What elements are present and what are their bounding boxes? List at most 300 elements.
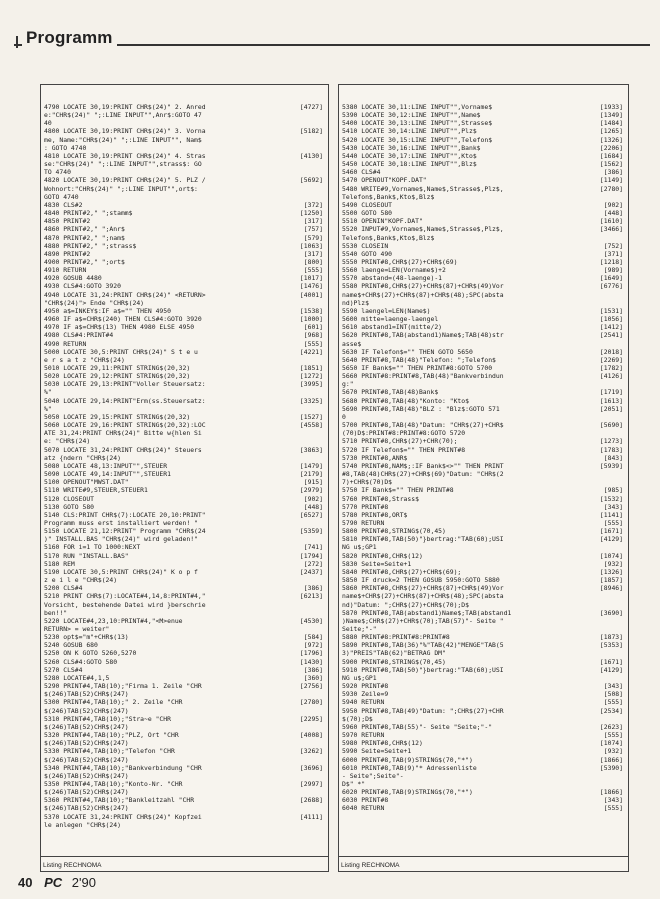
code-line: [342, 633, 625, 641]
code-text: 5050 LOCATE 29,15:PRINT STRING$(20,32): [44, 412, 191, 421]
code-text: 5290 PRINT#4,TAB(10);"Firma 1. Zeile "CHR: [44, 682, 202, 691]
code-line: [342, 511, 625, 519]
checksum: [1430]: [299, 657, 323, 666]
code-line: [44, 437, 325, 445]
code-text: 4980 CLS#4:PRINT#4: [44, 331, 114, 340]
checksum: [272]: [303, 559, 323, 568]
code-text: 5690 PRINT#8,TAB(48)"BLZ : "Blz$:GOTO 571: [342, 404, 500, 413]
code-text: 5110 WRITE#9,STEUER,STEUER1: [44, 486, 148, 495]
code-line: [44, 543, 325, 551]
code-line: [44, 756, 325, 764]
code-line: [44, 707, 325, 715]
checksum: [3863]: [299, 445, 323, 454]
code-line: [342, 764, 625, 772]
code-text: Wohnort:"CHR$(24)" ";:LINE INPUT"",ort$:: [44, 184, 198, 193]
code-text: 5900 PRINT#8,STRING$(70,45): [342, 657, 446, 666]
code-line: [44, 658, 325, 666]
code-line: [342, 364, 625, 372]
code-line: [342, 152, 625, 160]
checksum: [2780]: [599, 184, 623, 193]
checksum: [915]: [303, 478, 323, 487]
checksum: [5353]: [599, 641, 623, 650]
code-line: [44, 234, 325, 242]
checksum: [932]: [603, 747, 623, 756]
code-text: 4850 PRINT#2: [44, 217, 91, 226]
checksum: [1250]: [299, 209, 323, 218]
code-line: [342, 160, 625, 168]
checksum: [1484]: [599, 119, 623, 128]
code-text: $(246)TAB(52)CHR$(247): [44, 722, 129, 731]
code-line: [342, 592, 625, 600]
code-text: 5030 LOCATE 29,13:PRINT"Voller Steuersatz:: [44, 380, 206, 389]
checksum: [360]: [303, 673, 323, 682]
checksum: [932]: [603, 559, 623, 568]
code-text: 4800 LOCATE 30,19:PRINT CHR$(24)" 3. Vorna: [44, 127, 206, 136]
code-text: 40: [44, 119, 52, 128]
checksum: [757]: [303, 225, 323, 234]
code-text: : GOTO 4740: [44, 143, 87, 152]
code-text: Telefon$,Bank$,Kto$,Blz$: [342, 192, 435, 201]
checksum: [1783]: [599, 445, 623, 454]
code-text: 5100 OPENOUT"MWST.DAT": [44, 478, 129, 487]
checksum: [1562]: [599, 160, 623, 169]
code-listing-right: [342, 103, 625, 853]
header-bar: [16, 36, 18, 48]
code-text: 5010 LOCATE 29,11:PRINT STRING$(20,32): [44, 364, 191, 372]
code-text: NG u$;GP1: [342, 543, 377, 552]
page-number: 40: [18, 875, 33, 890]
checksum: [1719]: [599, 388, 623, 397]
code-line: [342, 185, 625, 193]
code-text: 5610 abstand1=INT(mitte/2): [342, 323, 443, 332]
code-text: 4880 PRINT#2," ";strass$: [44, 241, 137, 250]
code-line: [44, 372, 325, 380]
code-text: 5630 IF Telefon$="" THEN GOTO 5650: [342, 347, 473, 356]
code-line: [342, 470, 625, 478]
checksum: [1074]: [599, 551, 623, 560]
code-text: Telefon$,Bank$,Kto$,Blz$: [342, 233, 435, 242]
code-line: [44, 242, 325, 250]
code-text: 5350 PRINT#4,TAB(10);"Konto-Nr. "CHR: [44, 779, 183, 788]
code-line: [44, 405, 325, 413]
code-line: [342, 168, 625, 176]
code-text: 5520 INPUT#9,Vorname$,Name$,Strasse$,Plz$,: [342, 225, 504, 234]
magazine-logo: PC: [44, 875, 63, 890]
checksum: [985]: [603, 486, 623, 495]
code-text: 5940 RETURN: [342, 698, 385, 707]
code-line: [342, 519, 625, 527]
code-line: [342, 739, 625, 747]
code-text: 5340 PRINT#4,TAB(10);"Bankverbindung "CHR: [44, 763, 202, 772]
issue-label: 2'90: [71, 875, 96, 890]
code-text: )Name$;CHR$(27)+CHR$(70);TAB(57)"- Seite ": [342, 616, 504, 625]
code-text: RETURN> = weiter": [44, 625, 110, 633]
checksum: [601]: [303, 323, 323, 332]
code-line: [342, 405, 625, 413]
code-line: [44, 144, 325, 152]
code-line: [342, 486, 625, 494]
code-line: [44, 666, 325, 674]
code-line: [342, 315, 625, 323]
code-line: [44, 617, 325, 625]
checksum: [1538]: [299, 306, 323, 315]
code-line: [44, 625, 325, 633]
checksum: [555]: [603, 804, 623, 813]
code-text: 4940 LOCATE 31,24:PRINT CHR$(24)" <RETURN>: [44, 290, 206, 299]
checksum: [1412]: [599, 323, 623, 332]
code-line: [342, 111, 625, 119]
checksum: [4008]: [299, 731, 323, 740]
code-text: 5220 LOCATE#4,23,10:PRINT#4,"<M>enue: [44, 616, 183, 625]
checksum: [1000]: [299, 315, 323, 324]
code-text: (70)D$:PRINT#8:PRINT#8:GOTO 5720: [342, 429, 466, 438]
code-text: 5230 opt$="m"+CHR$(13): [44, 633, 129, 642]
code-line: [44, 397, 325, 405]
checksum: [4129]: [599, 535, 623, 544]
code-line: [342, 421, 625, 429]
code-text: nd)Plz$: [342, 298, 369, 307]
checksum: [1873]: [599, 633, 623, 642]
code-text: 5280 LOCATE#4,1,5: [44, 673, 110, 682]
checksum: [1532]: [599, 494, 623, 503]
checksum: [4530]: [299, 616, 323, 625]
checksum: [1782]: [599, 364, 623, 372]
code-line: [44, 160, 325, 168]
code-text: 5070 LOCATE 31,24:PRINT CHR$(24)" Steuers: [44, 445, 202, 454]
code-line: [44, 821, 325, 829]
code-line: [342, 682, 625, 690]
code-text: - Seite";Seite"-: [342, 771, 404, 780]
code-line: [44, 478, 325, 486]
code-line: [342, 437, 625, 445]
checksum: [3466]: [599, 225, 623, 234]
code-text: $(246)TAB(52)CHR$(247): [44, 771, 129, 780]
listing-column-left: [40, 84, 329, 872]
code-text: 5550 PRINT#8,CHR$(27)+CHR$(69): [342, 257, 458, 266]
code-line: [44, 462, 325, 470]
code-text: 5730 PRINT#8,ANR$: [342, 453, 408, 462]
code-line: [44, 274, 325, 282]
code-line: [44, 747, 325, 755]
code-line: [44, 813, 325, 821]
code-line: [342, 788, 625, 796]
checksum: [2051]: [599, 404, 623, 413]
code-text: 6030 PRINT#8: [342, 796, 389, 805]
code-text: D$" *": [342, 779, 366, 788]
code-text: 7)+CHR$(70)D$: [342, 478, 393, 487]
code-line: [342, 340, 625, 348]
listing-caption: Listing RECHNOMA: [341, 862, 400, 869]
checksum: [386]: [303, 665, 323, 674]
code-text: 5410 LOCATE 30,14:LINE INPUT"",Plz$: [342, 127, 477, 136]
listing-caption: Listing RECHNOMA: [43, 862, 102, 869]
code-line: [44, 796, 325, 804]
code-text: 5170 RUN "INSTALL.BAS": [44, 551, 129, 560]
checksum: [752]: [603, 241, 623, 250]
code-line: [342, 299, 625, 307]
code-listing-left: [44, 103, 325, 853]
checksum: [1056]: [599, 315, 623, 324]
code-line: [342, 535, 625, 543]
code-text: 5360 PRINT#4,TAB(10);"Bankleitzahl "CHR: [44, 796, 195, 805]
code-line: [342, 772, 625, 780]
code-line: [44, 225, 325, 233]
checksum: [386]: [303, 584, 323, 593]
code-line: [342, 780, 625, 788]
checksum: [5939]: [599, 461, 623, 470]
code-text: 4900 PRINT#2," ";ort$: [44, 257, 125, 266]
code-text: 5300 PRINT#4,TAB(10);" 2. Zeile "CHR: [44, 698, 183, 707]
code-line: [44, 495, 325, 503]
code-text: 5430 LOCATE 30,16:LINE INPUT"",Bank$: [342, 143, 481, 152]
code-line: [342, 641, 625, 649]
code-line: [44, 731, 325, 739]
code-text: e r s a t z "CHR$(24): [44, 355, 125, 364]
checksum: [1684]: [599, 151, 623, 160]
code-text: 5850 IF druck=2 THEN GOSUB 5950:GOTO 5880: [342, 576, 500, 585]
code-text: 5840 PRINT#8,CHR$(27)+CHR$(69);: [342, 567, 462, 576]
section-title: Programm: [22, 28, 117, 48]
code-text: g:": [342, 380, 354, 389]
code-line: [44, 421, 325, 429]
checksum: [972]: [303, 641, 323, 650]
code-line: [342, 323, 625, 331]
code-text: 5270 CLS#4: [44, 665, 83, 674]
checksum: [1273]: [599, 437, 623, 446]
code-text: 5060 LOCATE 29,16:PRINT STRING$(20,32):LOC: [44, 421, 206, 430]
code-line: [44, 764, 325, 772]
code-text: 5590 laengel=LEN(Name$): [342, 306, 431, 315]
code-text: 5860 PRINT#8,CHR$(27)+CHR$(87)+CHR$(49)Vor: [342, 584, 504, 593]
checksum: [741]: [303, 543, 323, 552]
code-line: [44, 584, 325, 592]
checksum: [1265]: [599, 127, 623, 136]
checksum: [1649]: [599, 274, 623, 283]
code-text: 4860 PRINT#2," ";Anr$: [44, 225, 125, 234]
checksum: [4129]: [599, 665, 623, 674]
code-line: [44, 715, 325, 723]
code-text: 5310 PRINT#4,TAB(10);"Stra~e "CHR: [44, 714, 171, 723]
code-text: Seite;"-": [342, 625, 377, 633]
code-text: TO 4740: [44, 168, 71, 177]
checksum: [1017]: [299, 274, 323, 283]
code-line: [342, 258, 625, 266]
code-line: [342, 690, 625, 698]
code-text: )" INSTALL.BAS "CHR$(24)" wird geladen!": [44, 535, 198, 544]
code-line: [342, 495, 625, 503]
code-text: 5700 PRINT#8,TAB(48)"Datum: "CHR$(27)+CHR$: [342, 421, 504, 430]
code-text: 5880 PRINT#8:PRINT#8:PRINT#8: [342, 633, 450, 642]
code-line: [342, 617, 625, 625]
code-text: 5450 LOCATE 30,18:LINE INPUT"",Blz$: [342, 160, 477, 169]
code-line: [44, 266, 325, 274]
code-text: 5190 LOCATE 30,5:PRINT CHR$(24)" K o p f: [44, 567, 198, 576]
code-text: 5740 PRINT#8,NAM$;:IF Bank$<>"" THEN PRINT: [342, 461, 504, 470]
code-line: [44, 168, 325, 176]
code-line: [342, 380, 625, 388]
checksum: [1933]: [599, 103, 623, 111]
code-text: 5180 REM: [44, 559, 75, 568]
code-text: GOTO 4740: [44, 192, 79, 201]
checksum: [3696]: [299, 763, 323, 772]
code-text: 4960 IF a$=CHR$(240) THEN CLS#4:GOTO 3920: [44, 315, 202, 324]
code-line: [342, 307, 625, 315]
checksum: [317]: [303, 249, 323, 258]
checksum: [2534]: [599, 706, 623, 715]
code-line: [342, 176, 625, 184]
code-text: 5970 RETURN: [342, 731, 385, 740]
code-text: e:"CHR$(24)" ";:LINE INPUT"",Anr$:GOTO 47: [44, 111, 202, 120]
checksum: [6213]: [299, 592, 323, 601]
checksum: [2997]: [299, 779, 323, 788]
code-text: 5640 PRINT#8,TAB(48)"Telefon: ";Telefon$: [342, 355, 496, 364]
code-text: 5090 LOCATE 49,14:INPUT"",STEUER1: [44, 470, 171, 479]
code-text: 5460 CLS#4: [342, 168, 381, 177]
code-text: 5780 PRINT#8,ORT$: [342, 510, 408, 519]
code-text: 5330 PRINT#4,TAB(10);"Telefon "CHR: [44, 747, 175, 756]
checksum: [1141]: [599, 510, 623, 519]
code-line: [342, 454, 625, 462]
checksum: [4558]: [299, 421, 323, 430]
checksum: [371]: [603, 249, 623, 258]
code-text: z e i l e "CHR$(24): [44, 576, 118, 585]
caption-divider: [339, 856, 628, 857]
code-text: 4950 a$=INKEY$:IF a$="" THEN 4950: [44, 306, 171, 315]
checksum: [1610]: [599, 217, 623, 226]
code-text: 5440 LOCATE 30,17:LINE INPUT"",Kto$: [342, 151, 477, 160]
checksum: [1272]: [299, 372, 323, 381]
code-line: [44, 804, 325, 812]
code-line: [44, 780, 325, 788]
checksum: [1531]: [599, 306, 623, 315]
code-line: [44, 511, 325, 519]
code-line: [342, 804, 625, 812]
checksum: [1218]: [599, 257, 623, 266]
code-line: [342, 796, 625, 804]
code-line: [44, 601, 325, 609]
code-text: 5500 GOTO 580: [342, 209, 393, 218]
code-line: [44, 446, 325, 454]
code-text: 5910 PRINT#8,TAB(50)"}bertrag:"TAB(60);USI: [342, 665, 504, 674]
code-line: [342, 609, 625, 617]
code-line: [342, 658, 625, 666]
code-line: [44, 568, 325, 576]
code-line: [44, 299, 325, 307]
code-text: 5580 PRINT#8,CHR$(27)+CHR$(87)+CHR$(49)Vor: [342, 282, 504, 291]
checksum: [555]: [303, 339, 323, 348]
code-text: 5540 GOTO 490: [342, 249, 393, 258]
code-line: [342, 136, 625, 144]
code-line: [44, 136, 325, 144]
code-line: [342, 242, 625, 250]
checksum: [1851]: [299, 364, 323, 372]
code-line: [44, 307, 325, 315]
code-text: 5720 IF Telefon$="" THEN PRINT#8: [342, 445, 466, 454]
code-line: [342, 478, 625, 486]
code-line: [342, 217, 625, 225]
checksum: [843]: [603, 453, 623, 462]
code-line: [44, 127, 325, 135]
checksum: [4130]: [299, 151, 323, 160]
checksum: [1671]: [599, 527, 623, 536]
code-text: 5870 PRINT#8,TAB(abstand1)Name$;TAB(abstand1: [342, 608, 512, 617]
code-text: e: "CHR$(24): [44, 437, 91, 446]
code-text: asse$: [342, 339, 362, 348]
code-text: 5960 PRINT#8,TAB(55)"- Seite "Seite;"-": [342, 722, 493, 731]
code-line: [342, 291, 625, 299]
code-text: 5990 Seite=Seite+1: [342, 747, 412, 756]
code-line: [44, 217, 325, 225]
code-text: 4920 GOSUB 4480: [44, 274, 102, 283]
code-text: 5260 CLS#4:GOTO 580: [44, 657, 118, 666]
code-line: [44, 576, 325, 584]
code-line: [44, 682, 325, 690]
code-line: [44, 470, 325, 478]
code-text: ATE 31,24:PRINT CHR$(24)" Bitte w{hlen Si: [44, 429, 202, 438]
code-text: se:"CHR$(24)" ";:LINE INPUT"",strass$: GO: [44, 160, 202, 169]
code-line: [342, 282, 625, 290]
code-text: #8,TAB(48)CHR$(27)+CHR$(69)"Datum: "CHR$(2: [342, 470, 504, 479]
checksum: [1063]: [299, 241, 323, 250]
code-text: 5670 PRINT#8,TAB(48)Bank$: [342, 388, 439, 397]
code-line: [44, 723, 325, 731]
code-line: [44, 291, 325, 299]
code-text: 6010 PRINT#8,TAB(9)"* Adressenliste: [342, 763, 477, 772]
code-line: [44, 674, 325, 682]
checksum: [2756]: [299, 682, 323, 691]
checksum: [343]: [603, 502, 623, 511]
checksum: [1527]: [299, 412, 323, 421]
code-line: [342, 348, 625, 356]
code-text: 5810 PRINT#8,TAB(50)"}bertrag:"TAB(60);USI: [342, 535, 504, 544]
page-footer: [18, 875, 96, 890]
code-text: 5250 ON K GOTO 5260,5270: [44, 649, 137, 658]
code-text: %": [44, 388, 52, 397]
code-text: NG u$;GP1: [342, 673, 377, 682]
checksum: [555]: [603, 518, 623, 527]
code-text: 5980 PRINT#8,CHR$(12): [342, 739, 423, 748]
code-line: [342, 225, 625, 233]
code-text: 6000 PRINT#8,TAB(9)STRING$(70,"*"): [342, 755, 473, 764]
code-text: 5600 mitte=laenge-laengel: [342, 315, 439, 324]
checksum: [2541]: [599, 331, 623, 340]
checksum: [2269]: [599, 355, 623, 364]
code-line: [342, 584, 625, 592]
code-line: [44, 413, 325, 421]
code-line: [342, 119, 625, 127]
checksum: [579]: [303, 233, 323, 242]
code-text: 3)"PREIS"TAB(62)"BETRAG DM": [342, 649, 446, 658]
code-text: 5040 LOCATE 29,14:PRINT"Erm(ss.Steuersatz:: [44, 396, 206, 405]
checksum: [1613]: [599, 396, 623, 405]
code-line: [342, 527, 625, 535]
checksum: [1794]: [299, 551, 323, 560]
code-line: [44, 609, 325, 617]
code-line: [44, 641, 325, 649]
code-line: [44, 209, 325, 217]
checksum: [2780]: [299, 698, 323, 707]
code-text: 5420 LOCATE 30,15:LINE INPUT"",Telefon$: [342, 135, 493, 144]
code-line: [44, 152, 325, 160]
code-line: [342, 372, 625, 380]
code-text: 5560 laenge=LEN(Vorname$)+2: [342, 266, 446, 275]
code-text: 5530 CLOSEIN: [342, 241, 389, 250]
code-text: 5240 GOSUB 680: [44, 641, 98, 650]
code-text: 5320 PRINT#4,TAB(10);"PLZ, Ort "CHR: [44, 731, 179, 740]
checksum: [343]: [603, 796, 623, 805]
code-line: [342, 331, 625, 339]
code-text: $(246)TAB(52)CHR$(247): [44, 788, 129, 797]
